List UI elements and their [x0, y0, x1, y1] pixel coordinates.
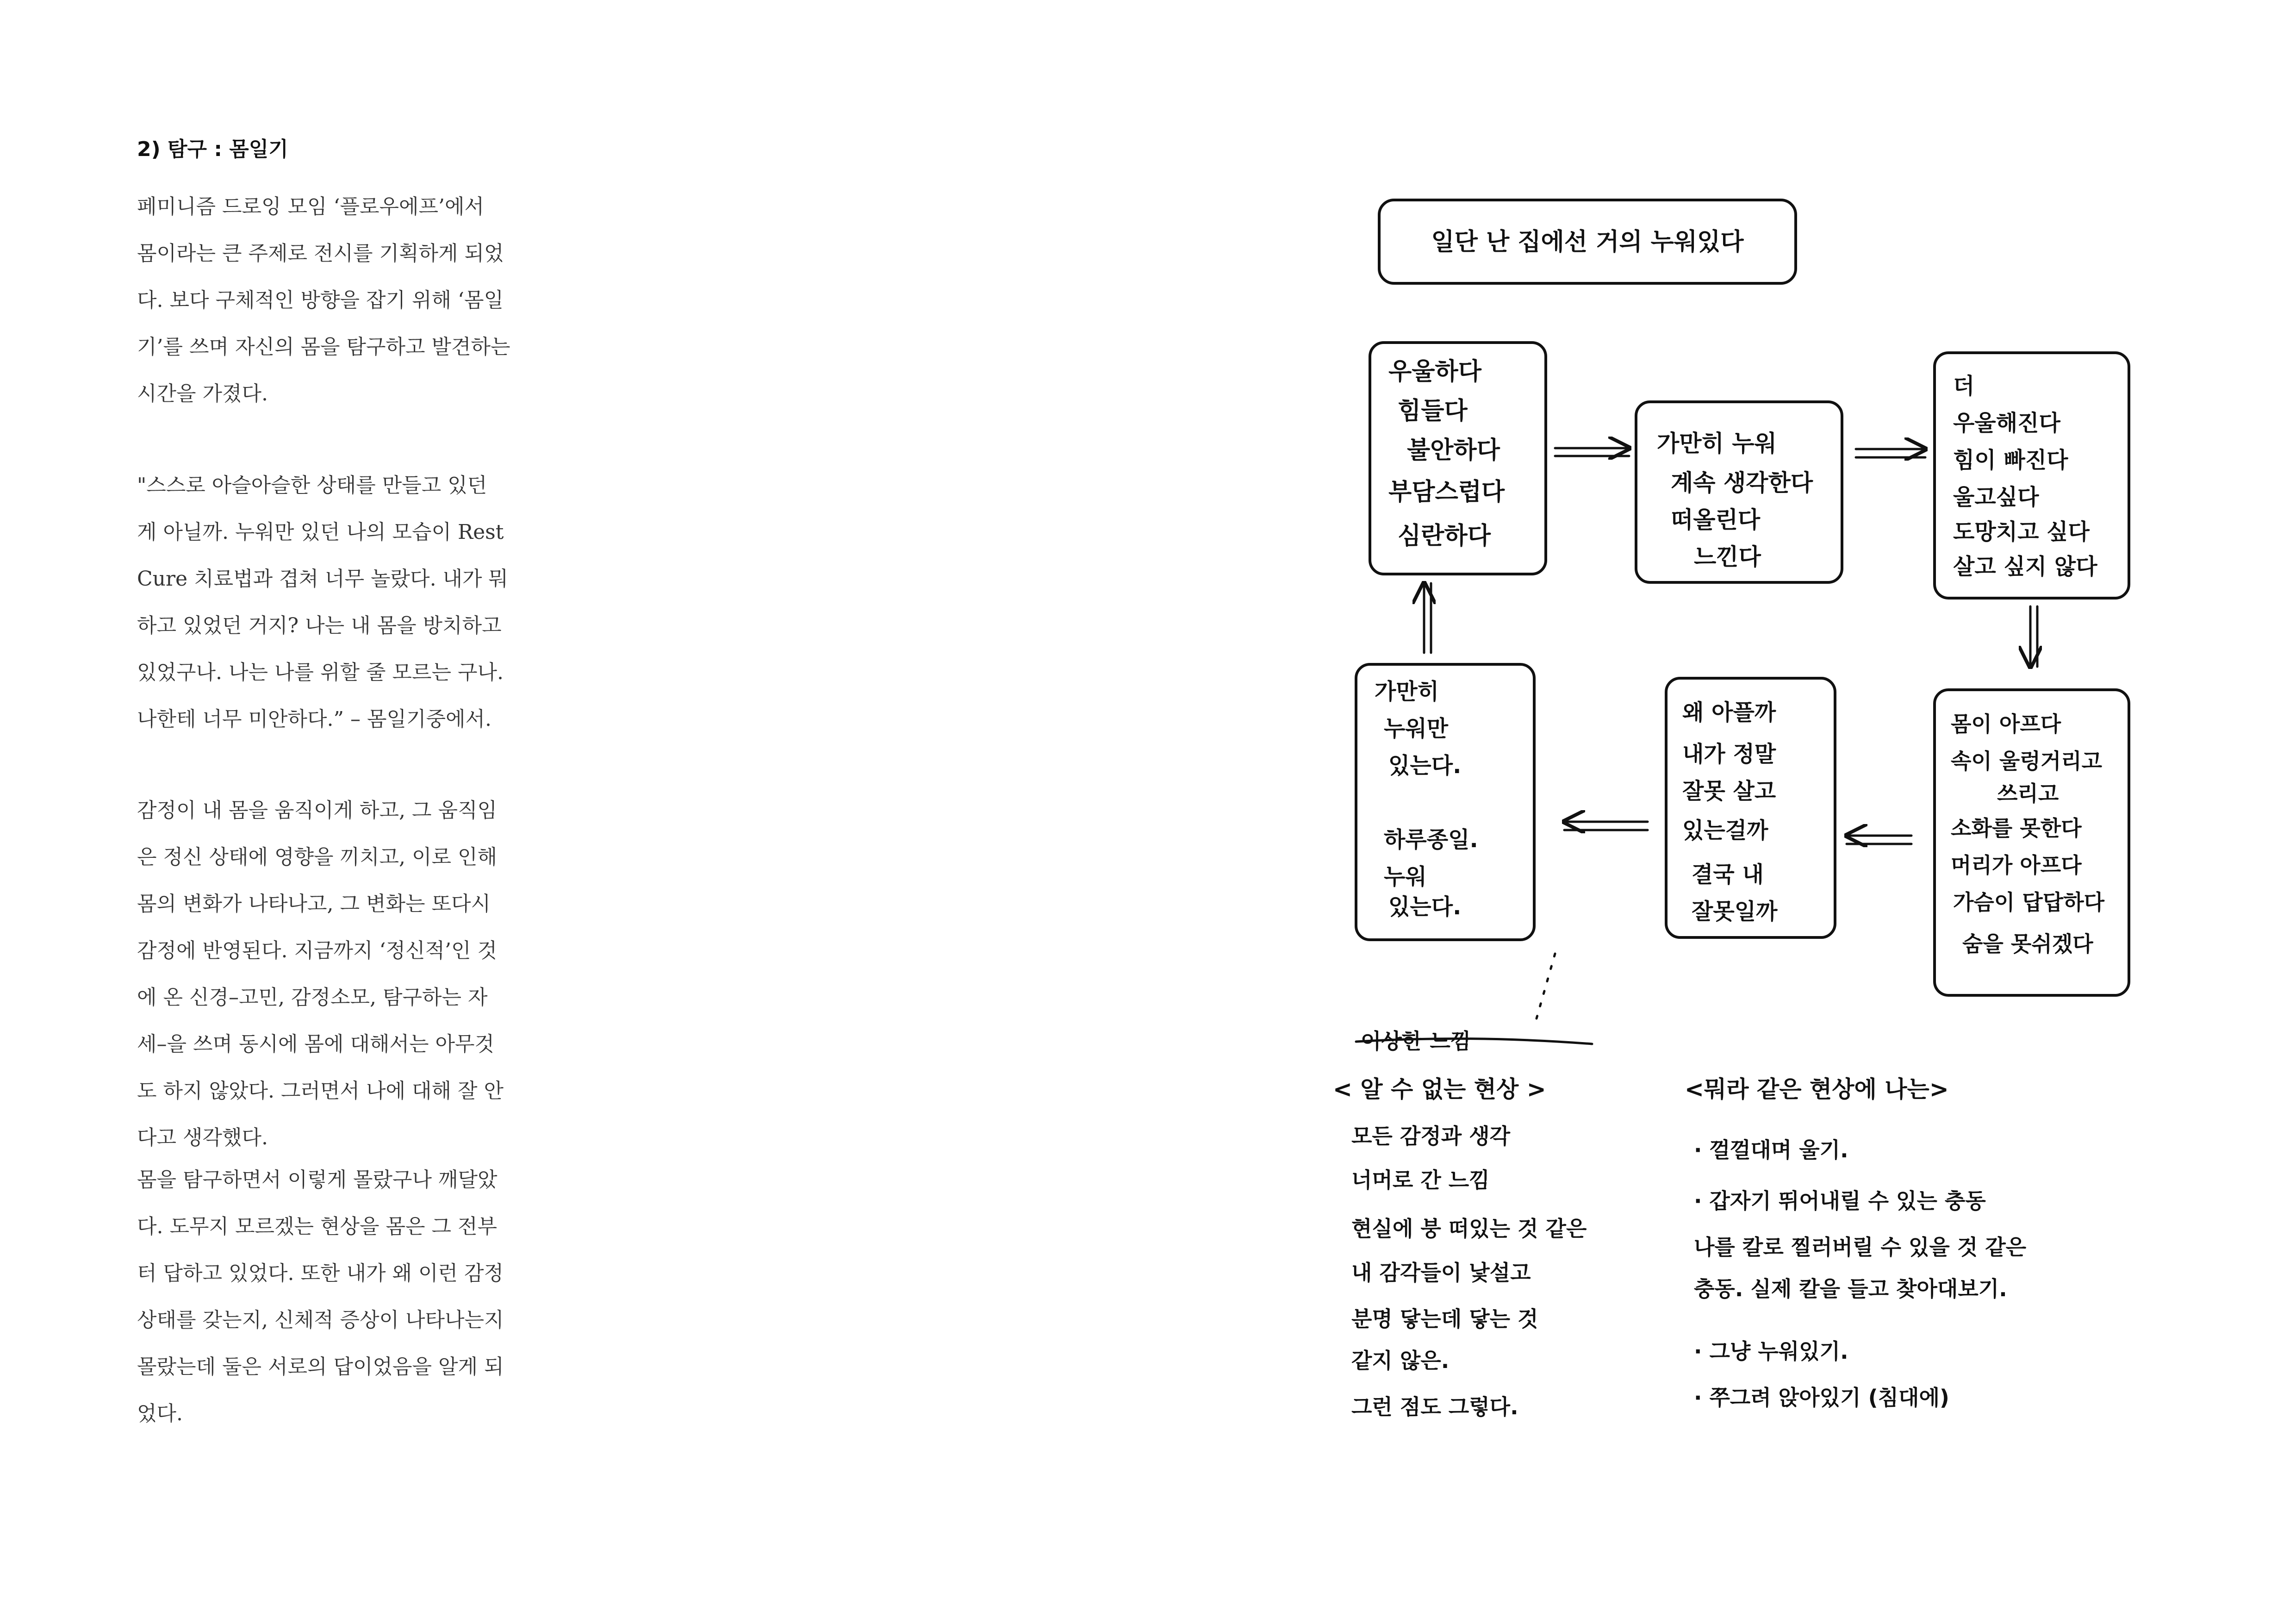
box-line: 우울해진다	[1953, 410, 2060, 436]
box-line: 속이 울렁거리고	[1951, 749, 2103, 774]
dotted-connector	[1537, 954, 1555, 1018]
box-line: 몸이 아프다	[1951, 712, 2061, 737]
box-line: 누워	[1384, 864, 1427, 890]
box-line: 가만히 누워	[1657, 430, 1777, 457]
paragraph-conclusion	[137, 1156, 581, 1437]
unknown-line: 분명 닿는데 닿는 것	[1351, 1306, 1538, 1331]
text-line: 은 정신 상태에 영향을 끼치고, 이로 인해	[137, 845, 497, 869]
text-line: 다고 생각했다.	[137, 1126, 268, 1149]
text-line: 기’를 쓰며 자신의 몸을 탐구하고 발견하는	[137, 335, 510, 359]
text-line: 에 온 신경–고민, 감정소모, 탐구하는 자	[137, 986, 488, 1009]
box-line: 우울하다	[1388, 358, 1481, 386]
box-line: 하루종일.	[1384, 827, 1478, 853]
box-line: 울고싶다	[1953, 484, 2039, 510]
text-line: 게 아닐까. 누워만 있던 나의 모습이 Rest	[137, 520, 504, 544]
unknown-line: 내 감각들이 낯설고	[1351, 1260, 1531, 1285]
box-line: 가만히	[1375, 679, 1439, 705]
box-line: 쓰리고	[1997, 781, 2059, 806]
text-line: 몸을 탐구하면서 이렇게 몰랐구나 깨달았	[137, 1168, 498, 1192]
struck-text: 이상한 느낌	[1361, 1029, 1471, 1054]
section-heading: 2) 탐구 : 몸일기	[137, 137, 288, 161]
box-line: 잘못 살고	[1682, 778, 1776, 804]
unknown-line: 너머로 간 느낌	[1351, 1168, 1490, 1193]
box-line: 있는다.	[1388, 894, 1462, 920]
text-line: 상태를 갖는지, 신체적 증상이 나타나는지	[137, 1308, 504, 1332]
box-line: 힘이 빠진다	[1953, 447, 2068, 473]
text-line: 나한테 너무 미안하다.” – 몸일기중에서.	[137, 707, 492, 731]
text-line: Cure 치료법과 겹쳐 너무 놀랐다. 내가 뭐	[137, 567, 509, 591]
text-line: 었다.	[137, 1402, 183, 1425]
box-line: 내가 정말	[1682, 741, 1776, 767]
paragraph-quote	[137, 462, 581, 743]
paragraph-emotion	[137, 787, 581, 1161]
top-note-text: 일단 난 집에선 거의 누워있다	[1431, 228, 1744, 256]
weird-item: · 쭈그려 앉아있기 (침대에)	[1694, 1385, 1949, 1410]
box-line: 불안하다	[1407, 437, 1500, 464]
box-line: 계속 생각한다	[1671, 469, 1813, 496]
text-line: 다. 보다 구체적인 방향을 잡기 위해 ‘몸일	[137, 288, 504, 312]
box-line: 부담스럽다	[1388, 478, 1505, 506]
paragraph-intro	[137, 183, 581, 417]
weird-item: · 껄껄대며 울기.	[1694, 1137, 1848, 1162]
box-line: 가슴이 답답하다	[1953, 890, 2105, 915]
text-line: 페미니즘 드로잉 모임 ‘플로우에프’에서	[137, 195, 484, 219]
box-line: 결국 내	[1692, 862, 1764, 887]
text-line: 세–을 쓰며 동시에 몸에 대해서는 아무것	[137, 1032, 494, 1056]
box-line: 머리가 아프다	[1951, 853, 2082, 878]
text-line: 터 답하고 있었다. 또한 내가 왜 이런 감정	[137, 1262, 504, 1285]
box-line: 소화를 못한다	[1951, 816, 2082, 841]
box-line: 숨을 못쉬겠다	[1962, 931, 2093, 956]
box-line: 왜 아플까	[1682, 700, 1776, 725]
unknown-line: 그런 점도 그렇다.	[1351, 1394, 1518, 1419]
text-line: 몰랐는데 둘은 서로의 답이었음을 알게 되	[137, 1355, 504, 1379]
weird-item: · 갑자기 뛰어내릴 수 있는 충동	[1694, 1188, 1986, 1213]
text-line: 몸의 변화가 나타나고, 그 변화는 또다시	[137, 892, 491, 916]
box-line: 느낀다	[1694, 543, 1761, 570]
box-line: 누워만	[1384, 716, 1449, 742]
hand-drawn-flow-diagram	[1148, 0, 2296, 1624]
box-line: 있는걸까	[1682, 818, 1768, 843]
box-line: 더	[1953, 373, 1975, 399]
text-line: 하고 있었던 거지? 나는 내 몸을 방치하고	[137, 614, 502, 637]
unknown-line: 현실에 붕 떠있는 것 같은	[1351, 1216, 1587, 1241]
weird-item: 충동. 실제 칼을 들고 찾아대보기.	[1694, 1276, 2007, 1301]
text-line: 다. 도무지 모르겠는 현상을 몸은 그 전부	[137, 1215, 497, 1238]
box-line: 심란하다	[1398, 522, 1491, 550]
unknown-line: 모든 감정과 생각	[1351, 1124, 1511, 1149]
text-line: 시간을 가졌다.	[137, 382, 268, 406]
weird-title: <뭐라 같은 현상에 나는>	[1685, 1076, 1949, 1103]
text-line: 도 하지 않았다. 그러면서 나에 대해 잘 안	[137, 1079, 504, 1103]
unknown-title: < 알 수 없는 현상 >	[1333, 1076, 1546, 1103]
weird-item: 나를 칼로 찔러버릴 수 있을 것 같은	[1694, 1235, 2027, 1260]
box-line: 도망치고 싶다	[1953, 519, 2090, 545]
text-line: 감정이 내 몸을 움직이게 하고, 그 움직임	[137, 799, 497, 822]
box-line: 살고 싶지 않다	[1953, 554, 2097, 580]
text-line: "스스로 아슬아슬한 상태를 만들고 있던	[137, 474, 487, 497]
right-page	[1148, 0, 2296, 1624]
box-line: 힘들다	[1398, 397, 1468, 425]
box-line: 있는다.	[1388, 753, 1462, 779]
box-line: 떠올린다	[1671, 506, 1761, 533]
text-line: 감정에 반영된다. 지금까지 ‘정신적’인 것	[137, 939, 497, 962]
weird-item: · 그냥 누워있기.	[1694, 1339, 1848, 1364]
box-line: 잘못일까	[1692, 899, 1778, 924]
text-line: 있었구나. 나는 나를 위할 줄 모르는 구나.	[137, 661, 504, 684]
unknown-line: 같지 않은.	[1351, 1348, 1450, 1373]
text-line: 몸이라는 큰 주제로 전시를 기획하게 되었	[137, 242, 504, 265]
